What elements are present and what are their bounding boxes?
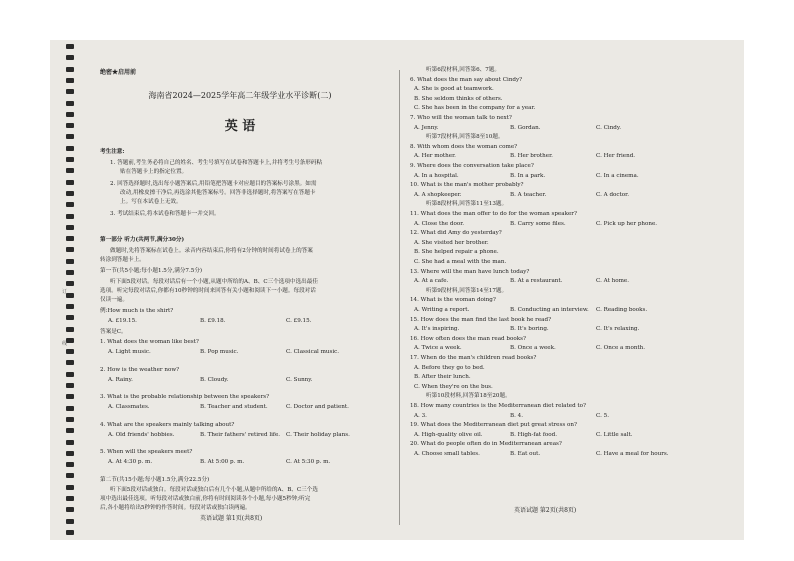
- question-text: 15. How does the man find the last book he read?: [410, 316, 552, 323]
- binding-hole: [66, 519, 74, 524]
- answer-option: A. Close the door.: [414, 220, 465, 227]
- binding-hole: [66, 112, 74, 117]
- right-page: [410, 68, 730, 498]
- subject-title: 英 语: [224, 119, 256, 134]
- answer-option: A. Jenny.: [414, 124, 439, 131]
- binding-hole: [66, 417, 74, 422]
- answer-option: A. She visited her brother.: [414, 239, 489, 246]
- answer-option: A. At a cafe.: [414, 278, 449, 285]
- answer-option: A. Classmates.: [108, 404, 150, 410]
- binding-hole: [66, 406, 74, 411]
- question-text: 14. What is the woman doing?: [410, 297, 496, 304]
- answer-option: B. In a park.: [510, 172, 546, 179]
- notes-line: 2. 回答选择题时,选出每小题答案后,用铅笔把答题卡对应题目的答案标号涂黑。如需: [110, 181, 317, 187]
- question-text: 9. Where does the conversation take place?: [410, 163, 534, 169]
- notes-line: 3. 考试结束后,将本试卷和答题卡一并交回。: [110, 211, 220, 217]
- answer-option: B. At 5:00 p. m.: [200, 459, 245, 465]
- binding-hole: [66, 451, 74, 456]
- binding-hole: [66, 67, 74, 72]
- part1-intro: 做题时,先将答案标在试卷上。录音内容结束后,你将有2分钟的时间将试卷上的答案: [110, 248, 313, 254]
- question-text: 13. Where will the man have lunch today?: [410, 268, 530, 275]
- binding-hole: [66, 530, 74, 535]
- left-page: [100, 70, 390, 530]
- page-footer-right: 英语试题 第2页(共8页): [514, 507, 577, 514]
- answer-option: C. A doctor.: [596, 191, 629, 198]
- binding-hole: [66, 78, 74, 83]
- answer-option: C. Their holiday plans.: [286, 431, 350, 438]
- answer-option: A. Writing a report.: [414, 307, 470, 313]
- answer-option: A. Twice a week.: [414, 345, 462, 352]
- answer-option: C. At home.: [596, 278, 629, 285]
- section1-intro: 仅读一遍。: [100, 297, 128, 303]
- question-text: 6. What does the man say about Cindy?: [410, 76, 523, 83]
- answer-option: A. At 4:30 p. m.: [108, 459, 153, 465]
- binding-hole: [66, 214, 74, 219]
- binding-hole: [66, 394, 74, 399]
- listening-instruction: 听第9段材料,回答第14至17题。: [426, 287, 508, 294]
- answer-option: C. She had a meal with the man.: [414, 259, 507, 265]
- section2-intro: 项中选出最佳选项。听每段对话或独白前,你将有时间阅读各个小题,每小题5秒钟;听完: [100, 496, 311, 502]
- margin-label-xian: 线: [62, 341, 68, 347]
- question-text: 18. How many countries is the Mediterranean diet related to?: [410, 403, 587, 409]
- section1-intro: 选项。听完每段对话后,你都有10秒钟的时间来回答有关小题和阅读下一小题。每段对话: [100, 288, 316, 294]
- answer-option: A. Before they go to bed.: [414, 364, 485, 371]
- binding-hole: [66, 225, 74, 230]
- answer-option: C. Little salt.: [596, 431, 633, 438]
- binding-hole: [66, 293, 74, 298]
- listening-instruction: 听第10段材料,回答第18至20题。: [426, 393, 511, 400]
- question-text: 4. What are the speakers mainly talking about?: [100, 421, 235, 428]
- binding-hole: [66, 338, 74, 343]
- answer-option: C. It's relaxing.: [596, 326, 640, 333]
- answer-option: C. 5.: [596, 412, 609, 419]
- notes-heading: 考生注意:: [100, 149, 125, 155]
- binding-hole: [66, 146, 74, 151]
- notes-line: 1. 答题前,考生务必将自己的姓名、考生号填写在试卷和答题卡上,并将考生号条形码粘: [110, 160, 323, 166]
- answer-option: A. She is good at teamwork.: [414, 86, 494, 93]
- binding-hole: [66, 507, 74, 512]
- binding-holes: [66, 40, 76, 540]
- answer-option: B. After their lunch.: [414, 374, 471, 381]
- binding-hole: [66, 101, 74, 106]
- section2-intro: 听下面5段对话或独白。每段对话或独白后有几个小题,从题中所给的A、B、C三个选: [110, 487, 318, 493]
- example-answer: 答案是C。: [100, 329, 127, 335]
- example-option: A. £19.15.: [108, 318, 137, 324]
- binding-hole: [66, 440, 74, 445]
- answer-option: B. She helped repair a phone.: [414, 249, 499, 256]
- answer-option: C. Pick up her phone.: [596, 220, 658, 227]
- binding-hole: [66, 123, 74, 128]
- listening-instruction: 听第8段材料,回答第11至13题。: [426, 201, 508, 208]
- binding-hole: [66, 304, 74, 309]
- page-divider: [399, 70, 400, 525]
- binding-hole: [66, 55, 74, 60]
- answer-option: C. Classical music.: [286, 349, 340, 355]
- answer-option: C. When they're on the bus.: [414, 383, 493, 390]
- binding-hole: [66, 236, 74, 241]
- answer-option: C. She has been in the company for a year.: [414, 105, 536, 112]
- page-footer-left: 英语试题 第1页(共8页): [200, 515, 263, 522]
- section1-intro: 听下面5段对话。每段对话后有一个小题,从题中所给的A、B、C三个选项中选出最佳: [110, 279, 318, 285]
- margin-label-ding: 订: [62, 289, 68, 295]
- question-text: 3. What is the probable relationship between the speakers?: [100, 394, 270, 400]
- answer-option: B. Their fathers' retired life.: [200, 431, 281, 438]
- answer-option: A. Old friends' hobbies.: [108, 431, 175, 438]
- question-text: 20. What do people often do in Mediterranean areas?: [410, 441, 562, 448]
- answer-option: A. Rainy.: [108, 376, 133, 383]
- question-text: 5. When will the speakers meet?: [100, 449, 193, 455]
- answer-option: A. In a hospital.: [414, 172, 459, 179]
- binding-hole: [66, 327, 74, 332]
- binding-hole: [66, 180, 74, 185]
- answer-option: B. Teacher and student.: [200, 404, 268, 410]
- binding-hole: [66, 157, 74, 162]
- answer-option: C. Sunny.: [286, 376, 313, 383]
- binding-hole: [66, 44, 74, 49]
- binding-hole: [66, 485, 74, 490]
- notes-line: 上。写在本试卷上无效。: [120, 199, 182, 205]
- section1-heading: 第一节(共5小题;每小题1.5分,满分7.5分): [100, 268, 203, 274]
- binding-hole: [66, 462, 74, 467]
- answer-option: C. Reading books.: [596, 307, 648, 313]
- answer-option: B. Carry some files.: [510, 220, 566, 227]
- part1-intro: 转涂到答题卡上。: [100, 257, 145, 263]
- binding-hole: [66, 496, 74, 501]
- question-text: 1. What does the woman like best?: [100, 339, 199, 345]
- answer-option: C. At 5:30 p. m.: [286, 459, 331, 465]
- answer-option: A. Light music.: [108, 349, 151, 355]
- answer-option: A. Choose small tables.: [414, 451, 480, 457]
- question-text: 17. When do the man's children read books?: [410, 355, 537, 361]
- question-text: 11. What does the man offer to do for the woman speaker?: [410, 211, 577, 217]
- question-text: 12. What did Amy do yesterday?: [410, 230, 502, 237]
- answer-option: B. 4.: [510, 412, 524, 419]
- answer-option: A. It's inspiring.: [414, 326, 460, 333]
- binding-hole: [66, 259, 74, 264]
- section2-intro: 后,各小题将给出5秒钟的作答时间。每段对话或独白读两遍。: [100, 505, 251, 511]
- answer-option: A. 3.: [414, 412, 427, 419]
- binding-hole: [66, 168, 74, 173]
- question-text: 2. How is the weather now?: [100, 366, 180, 373]
- answer-option: B. Eat out.: [510, 451, 541, 457]
- answer-option: B. High-fat food.: [510, 431, 558, 438]
- binding-hole: [66, 134, 74, 139]
- binding-hole: [66, 202, 74, 207]
- answer-option: B. Once a week.: [510, 345, 556, 352]
- answer-option: B. At a restaurant.: [510, 278, 563, 285]
- example-question: 例:How much is the shirt?: [100, 308, 174, 314]
- answer-option: B. Her brother.: [510, 153, 553, 160]
- example-option: B. £9.18.: [200, 318, 226, 324]
- answer-option: A. Her mother.: [414, 153, 456, 160]
- notes-line: 贴在答题卡上的指定位置。: [120, 169, 188, 175]
- question-text: 19. What does the Mediterranean diet put great stress on?: [410, 422, 577, 429]
- exam-title: 海南省2024—2025学年高二年级学业水平诊断(二): [148, 91, 332, 100]
- example-option: C. £9.15.: [286, 318, 312, 324]
- question-text: 10. What is the man's mother probably?: [410, 182, 524, 189]
- binding-hole: [66, 315, 74, 320]
- binding-hole: [66, 372, 74, 377]
- answer-option: C. Doctor and patient.: [286, 404, 349, 410]
- binding-hole: [66, 349, 74, 354]
- section2-heading: 第二节(共15小题;每小题1.5分,满分22.5分): [100, 477, 210, 483]
- question-text: 8. With whom does the woman come?: [410, 143, 518, 150]
- binding-hole: [66, 191, 74, 196]
- binding-hole: [66, 360, 74, 365]
- answer-option: C. Cindy.: [596, 124, 622, 131]
- binding-hole: [66, 89, 74, 94]
- answer-option: B. A teacher.: [510, 191, 547, 198]
- answer-option: B. Pop music.: [200, 349, 239, 355]
- part1-heading: 第一部分 听力(共两节,满分30分): [100, 237, 185, 243]
- question-text: 7. Who will the woman talk to next?: [410, 115, 512, 121]
- notes-line: 改动,用橡皮擦干净后,再选涂其他答案标号。回答非选择题时,将答案写在答题卡: [120, 190, 316, 196]
- answer-option: C. Once a month.: [596, 345, 646, 352]
- binding-hole: [66, 428, 74, 433]
- binding-hole: [66, 281, 74, 286]
- confidential-mark: 绝密★启用前: [100, 69, 137, 76]
- answer-option: A. High-quality olive oil.: [414, 431, 483, 438]
- question-text: 16. How often does the man read books?: [410, 335, 526, 342]
- answer-option: B. It's boring.: [510, 326, 549, 333]
- binding-hole: [66, 247, 74, 252]
- answer-option: B. Conducting an interview.: [510, 307, 589, 313]
- binding-hole: [66, 270, 74, 275]
- binding-hole: [66, 383, 74, 388]
- answer-option: B. Gordan.: [510, 124, 541, 131]
- answer-option: A. A shopkeeper.: [414, 191, 462, 198]
- listening-instruction: 听第6段材料,回答第6、7题。: [426, 67, 500, 73]
- listening-instruction: 听第7段材料,回答第8至10题。: [426, 134, 504, 141]
- answer-option: C. Her friend.: [596, 153, 636, 160]
- binding-hole: [66, 473, 74, 478]
- answer-option: C. In a cinema.: [596, 172, 639, 179]
- answer-option: B. Cloudy.: [200, 376, 229, 383]
- answer-option: C. Have a meal for hours.: [596, 451, 669, 457]
- answer-option: B. She seldom thinks of others.: [414, 95, 503, 102]
